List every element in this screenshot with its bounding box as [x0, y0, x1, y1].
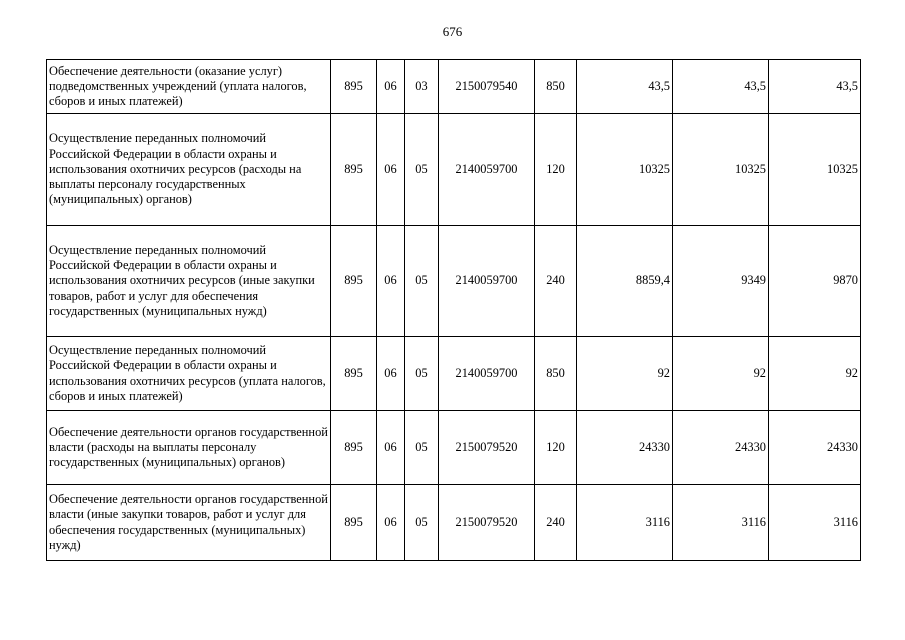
table-row	[47, 485, 861, 561]
amount-year-1: 8859,4	[577, 226, 673, 337]
amount-year-2: 10325	[673, 114, 769, 226]
target-article-code: 2140059700	[439, 114, 535, 226]
amount-year-3: 43,5	[769, 60, 861, 114]
section-code: 06	[377, 114, 405, 226]
section-code: 06	[377, 411, 405, 485]
row-description: Обеспечение деятельности органов государственной власти (расходы на выплаты персоналу государственных (муниципальных) органов)	[47, 411, 331, 485]
budget-table	[46, 59, 861, 561]
expense-type-code: 240	[535, 226, 577, 337]
section-code: 06	[377, 226, 405, 337]
table-row	[47, 114, 861, 226]
ministry-code: 895	[331, 60, 377, 114]
amount-year-1: 24330	[577, 411, 673, 485]
target-article-code: 2140059700	[439, 337, 535, 411]
table-row	[47, 411, 861, 485]
table-row	[47, 337, 861, 411]
amount-year-2: 3116	[673, 485, 769, 561]
amount-year-3: 24330	[769, 411, 861, 485]
expense-type-code: 850	[535, 60, 577, 114]
amount-year-1: 43,5	[577, 60, 673, 114]
amount-year-1: 3116	[577, 485, 673, 561]
expense-type-code: 120	[535, 411, 577, 485]
amount-year-3: 3116	[769, 485, 861, 561]
section-code: 06	[377, 60, 405, 114]
page-number: 676	[442, 24, 463, 39]
row-description: Обеспечение деятельности (оказание услуг) подведомственных учреждений (уплата налогов, сборов и иных платежей)	[47, 60, 331, 114]
target-article-code: 2150079520	[439, 485, 535, 561]
target-article-code: 2150079540	[439, 60, 535, 114]
subsection-code: 05	[405, 226, 439, 337]
amount-year-3: 9870	[769, 226, 861, 337]
section-code: 06	[377, 485, 405, 561]
amount-year-1: 10325	[577, 114, 673, 226]
amount-year-3: 92	[769, 337, 861, 411]
section-code: 06	[377, 337, 405, 411]
row-description: Обеспечение деятельности органов государственной власти (иные закупки товаров, работ и услуг для обеспечения государственных (муниципальных) нужд)	[47, 485, 331, 561]
table-row	[47, 226, 861, 337]
subsection-code: 03	[405, 60, 439, 114]
subsection-code: 05	[405, 485, 439, 561]
expense-type-code: 240	[535, 485, 577, 561]
target-article-code: 2140059700	[439, 226, 535, 337]
ministry-code: 895	[331, 337, 377, 411]
ministry-code: 895	[331, 411, 377, 485]
amount-year-2: 9349	[673, 226, 769, 337]
subsection-code: 05	[405, 337, 439, 411]
row-description: Осуществление переданных полномочий Российской Федерации в области охраны и использования охотничих ресурсов (уплата налогов, сборов и иных платежей)	[47, 337, 331, 411]
ministry-code: 895	[331, 114, 377, 226]
amount-year-2: 43,5	[673, 60, 769, 114]
subsection-code: 05	[405, 411, 439, 485]
subsection-code: 05	[405, 114, 439, 226]
ministry-code: 895	[331, 226, 377, 337]
amount-year-2: 24330	[673, 411, 769, 485]
amount-year-3: 10325	[769, 114, 861, 226]
row-description: Осуществление переданных полномочий Российской Федерации в области охраны и использования охотничих ресурсов (иные закупки товаров, работ и услуг для обеспечения государственных (муниципальных нужд)	[47, 226, 331, 337]
row-description: Осуществление переданных полномочий Российской Федерации в области охраны и использования охотничих ресурсов (расходы на выплаты персоналу государственных (муниципальных) органов)	[47, 114, 331, 226]
budget-table-body	[47, 60, 861, 561]
amount-year-1: 92	[577, 337, 673, 411]
table-row	[47, 60, 861, 114]
expense-type-code: 850	[535, 337, 577, 411]
amount-year-2: 92	[673, 337, 769, 411]
target-article-code: 2150079520	[439, 411, 535, 485]
ministry-code: 895	[331, 485, 377, 561]
expense-type-code: 120	[535, 114, 577, 226]
